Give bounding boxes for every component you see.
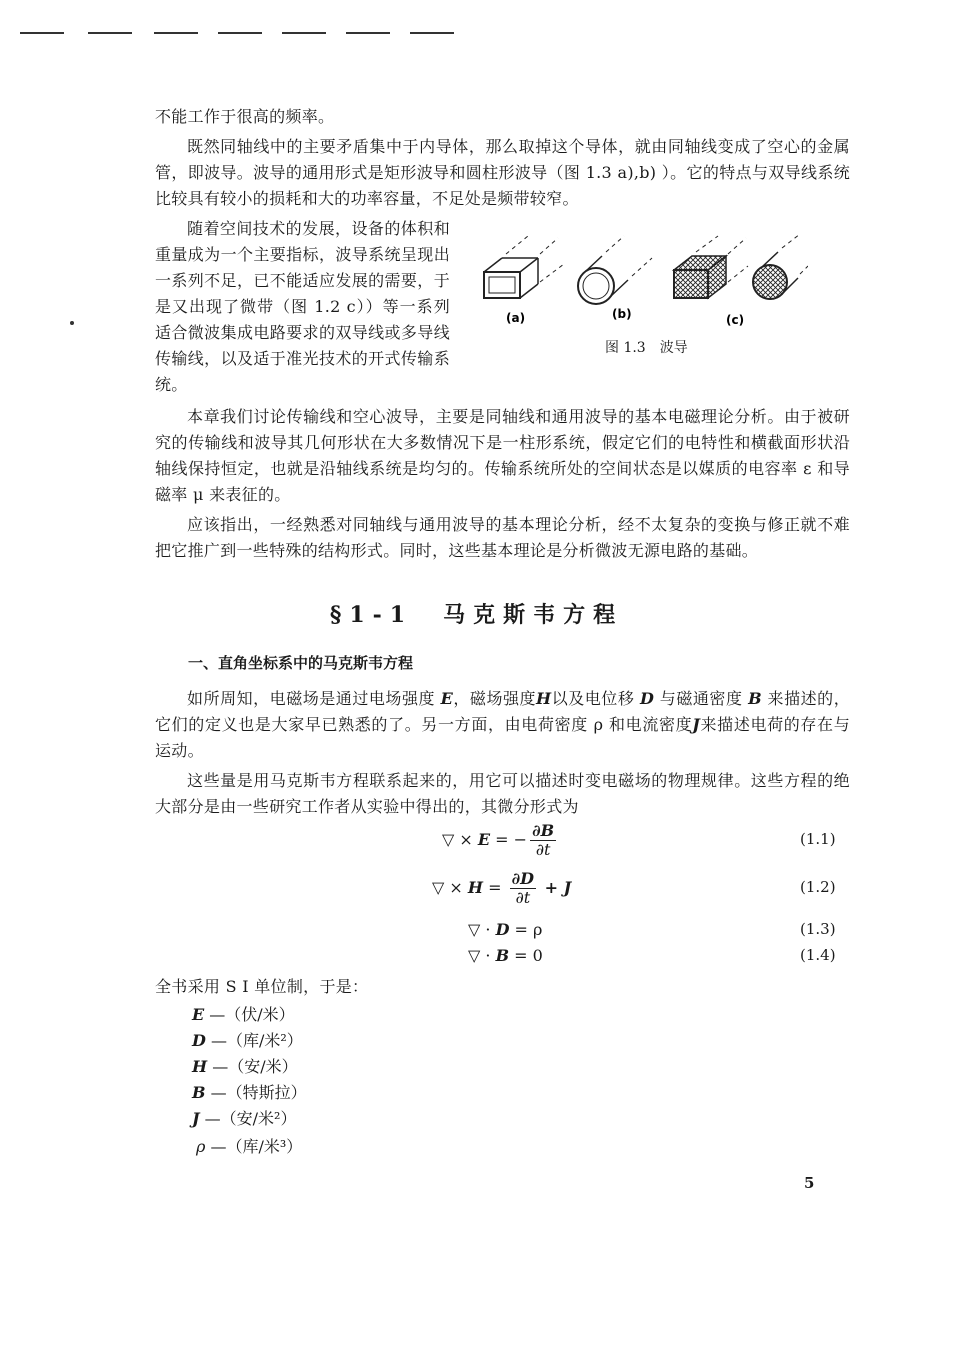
- equation-number-1-2: (1.2): [800, 878, 836, 896]
- figure-label-c: (c): [726, 313, 745, 327]
- paragraph-2: 既然同轴线中的主要矛盾集中于内导体，那么取掉这个导体，就由同轴线变成了空心的金属管，即波导。波导的通用形式是矩形波导和圆柱形波导（图 1.3 a),b) ）。它的特点与双导线系统比较具有较小的损耗和大的功率容量，不足处是频带较窄。: [155, 137, 850, 208]
- hatched-circular-waveguide-drawing: [753, 234, 808, 299]
- circular-waveguide-drawing: [578, 236, 652, 304]
- subheading: 一、直角坐标系中的马克斯韦方程: [188, 654, 414, 672]
- unit-line-e: E —（伏/米）: [192, 1005, 295, 1024]
- paragraph-3: 随着空间技术的发展，设备的体积和重量成为一个主要指标，波导系统呈现出一系列不足，已不能适应发展的需要，于是又出现了微带（图 1.2 c））等一系列适合微波集成电路要求的双导线或多导线传输线，以及适于准光技术的开式传输系统。: [155, 219, 450, 394]
- paragraph-4: 本章我们讨论传输线和空心波导，主要是同轴线和通用波导的基本电磁理论分析。由于被研究的传输线和波导其几何形状在大多数情况下是一柱形系统，假定它们的电特性和横截面形状沿轴线保持恒定，也就是沿轴线系统是均匀的。传输系统所处的空间状态是以媒质的电容率 ε 和导磁率 μ 来表征的。: [155, 407, 850, 504]
- paragraph-5: 应该指出，一经熟悉对同轴线与通用波导的基本理论分析，经不太复杂的变换与修正就不难把它推广到一些特殊的结构形式。同时，这些基本理论是分析微波无源电路的基础。: [155, 515, 850, 560]
- rectangular-waveguide-drawing: [484, 236, 564, 298]
- unit-line-b: B —（特斯拉）: [192, 1083, 307, 1102]
- paragraph-6: 如所周知，电磁场是通过电场强度 E，磁场强度H以及电位移 D 与磁通密度 B 来描述的，它们的定义也是大家早已熟悉的了。另一方面，由电荷密度 ρ 和电流密度J来描述电荷的存在与运动。: [155, 689, 851, 760]
- unit-line-rho: ρ —（库/米³）: [196, 1137, 303, 1156]
- equation-1-1: ▽ × E = − $\frac{\partial B}{\partial t}$: [442, 821, 555, 859]
- margin-mark: [70, 321, 74, 325]
- figure-label-b: (b): [612, 307, 632, 321]
- unit-line-h: H —（安/米）: [192, 1057, 298, 1076]
- equation-1-3: ▽ · D = ρ: [468, 920, 543, 939]
- equation-number-1-1: (1.1): [800, 830, 836, 848]
- paragraph-8: 全书采用 S I 单位制，于是：: [155, 977, 369, 996]
- hatched-rect-waveguide-drawing: [674, 236, 748, 298]
- header-dashes: [20, 32, 460, 34]
- paragraph-7: 这些量是用马克斯韦方程联系起来的，用它可以描述时变电磁场的物理规律。这些方程的绝大部分是由一些研究工作者从实验中得出的，其微分形式为: [155, 771, 850, 816]
- unit-line-d: D —（库/米²）: [192, 1031, 303, 1050]
- figure-label-a: (a): [506, 311, 526, 325]
- equation-1-4: ▽ · B = 0: [468, 946, 543, 965]
- unit-line-j: J —（安/米²）: [192, 1109, 297, 1128]
- page-number: 5: [804, 1174, 815, 1192]
- section-title: §1-1 马克斯韦方程: [329, 602, 624, 628]
- equation-number-1-3: (1.3): [800, 920, 836, 938]
- equation-1-2: ▽ × H = $\frac{\partial D}{\partial t}$ + J: [432, 869, 572, 907]
- equation-number-1-4: (1.4): [800, 946, 836, 964]
- paragraph-1: 不能工作于很高的频率。: [155, 107, 335, 126]
- figure-caption: 图 1.3 波导: [605, 340, 688, 356]
